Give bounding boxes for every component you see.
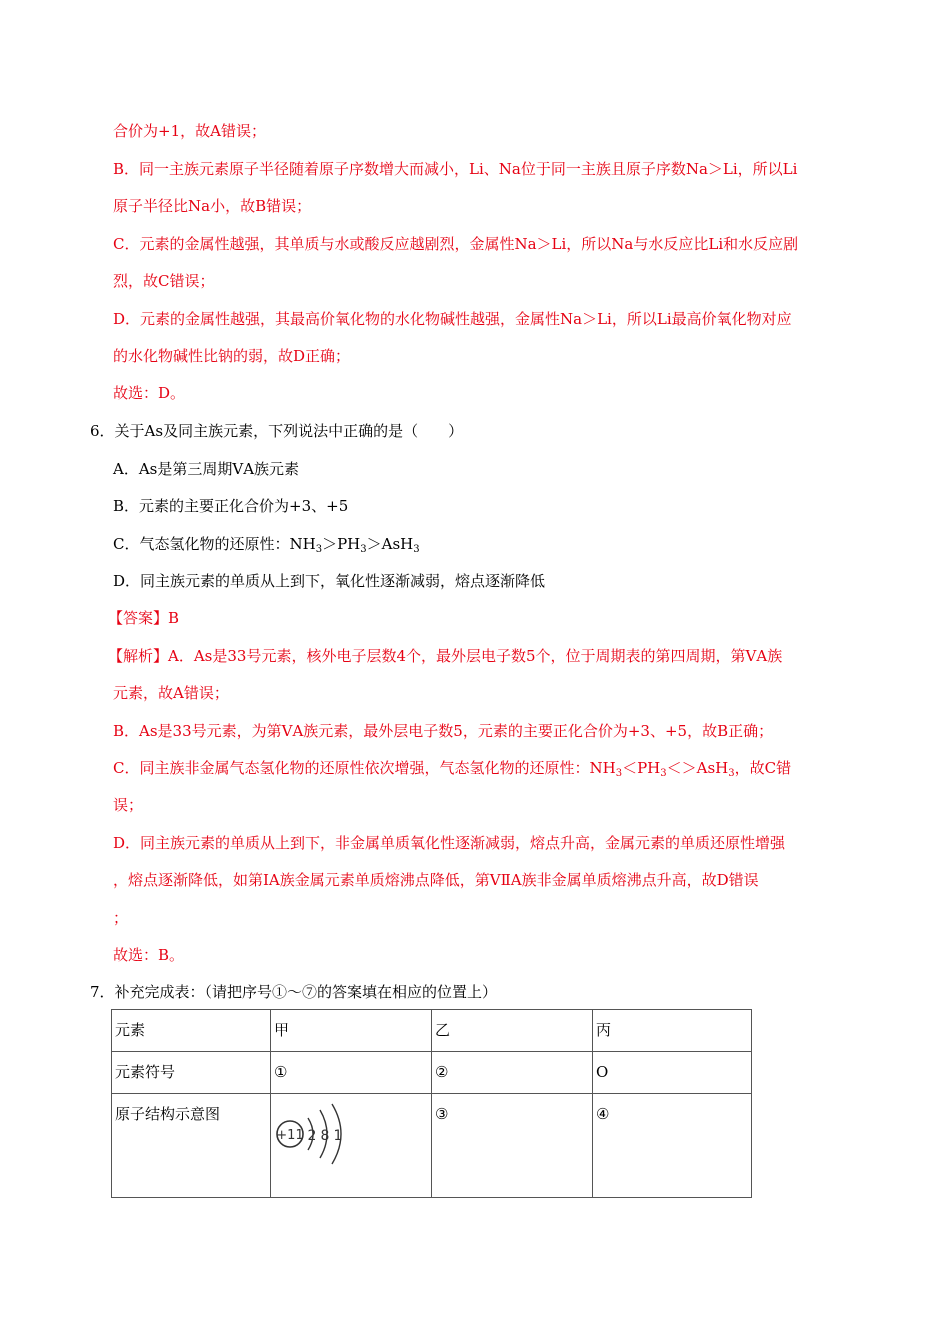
table-cell: O [593,1052,752,1094]
q6-analysis-c-line2: 误； [113,796,144,814]
q6-option-b: B．元素的主要正化合价为+3、+5 [113,497,349,515]
table-cell: ② [432,1052,593,1094]
q6-analysis-choice: 故选：B。 [113,946,185,964]
q7-stem: 7．补充完成表：（请把序号①～⑦的答案填在相应的位置上） [90,983,498,1001]
table-cell: ③ [432,1094,593,1198]
prev-analysis-c-line2: 烈，故C错误； [113,272,215,290]
q6-analysis-d-line2: ，熔点逐渐降低，如第ⅠA族金属元素单质熔沸点降低，第ⅤⅡA族非金属单质熔沸点升高，故D错误 [113,871,759,889]
prev-analysis-c-line1: C．元素的金属性越强，其单质与水或酸反应越剧烈，金属性Na＞Li，所以Na与水反应比Li和水反应剧 [113,235,799,253]
shell-electron-count: 2 [307,1128,317,1144]
table-cell: 原子结构示意图 [112,1094,271,1198]
q6-answer: 【答案】B [108,609,180,627]
shell-electron-count: 1 [333,1128,343,1144]
prev-analysis-d-line1: D．元素的金属性越强，其最高价氧化物的水化物碱性越强，金属性Na＞Li，所以Li最高价氧化物对应 [113,310,792,328]
q6-analysis-a-line2: 元素，故A错误； [113,684,229,702]
q6-analysis-a-line1: 【解析】A．As是33号元素，核外电子层数4个，最外层电子数5个，位于周期表的第四周期，第ⅤA族 [108,647,783,665]
element-table [111,1009,752,1198]
table-cell: ① [271,1052,432,1094]
table-row [112,1094,752,1198]
prev-analysis-b-line2: 原子半径比Na小，故B错误； [113,197,312,215]
q6-analysis-d-line3: ； [113,909,129,927]
q6-analysis-b: B．As是33号元素，为第ⅤA族元素，最外层电子数5，元素的主要正化合价为+3、+5，故B正确； [113,722,774,740]
sodium-atom-structure-diagram [274,1098,354,1170]
prev-analysis-b-line1: B．同一主族元素原子半径随着原子序数增大而减小，Li、Na位于同一主族且原子序数Na＞Li，所以Li [113,160,798,178]
q6-option-c: C．气态氢化物的还原性：$NH_3>PH_3>AsH_3$ [113,535,420,555]
table-cell-diagram [271,1094,432,1198]
q6-option-d: D．同主族元素的单质从上到下，氧化性逐渐减弱，熔点逐渐降低 [113,572,546,590]
table-cell: 丙 [593,1010,752,1052]
table-cell: ④ [593,1094,752,1198]
q6-stem: 6．关于As及同主族元素，下列说法中正确的是（ ） [90,422,464,440]
table-row [112,1052,752,1094]
table-cell: 乙 [432,1010,593,1052]
table-row [112,1010,752,1052]
shell-electron-count: 8 [320,1128,330,1144]
table-cell: 元素符号 [112,1052,271,1094]
nucleus-charge: +11 [276,1128,304,1143]
q6-analysis-c-line1: C．同主族非金属气态氢化物的还原性依次增强，气态氢化物的还原性：$NH_3<PH_3<>AsH_3$，故C错 [113,759,792,779]
prev-analysis-a-tail: 合价为+1，故A错误； [113,122,266,140]
prev-analysis-d-line2: 的水化物碱性比钠的弱，故D正确； [113,347,351,365]
q6-option-a: A．As是第三周期ⅤA族元素 [113,460,300,478]
table-cell: 元素 [112,1010,271,1052]
prev-analysis-choice: 故选：D。 [113,384,186,402]
q6-analysis-d-line1: D．同主族元素的单质从上到下，非金属单质氧化性逐渐减弱，熔点升高，金属元素的单质还原性增强 [113,834,786,852]
table-cell: 甲 [271,1010,432,1052]
